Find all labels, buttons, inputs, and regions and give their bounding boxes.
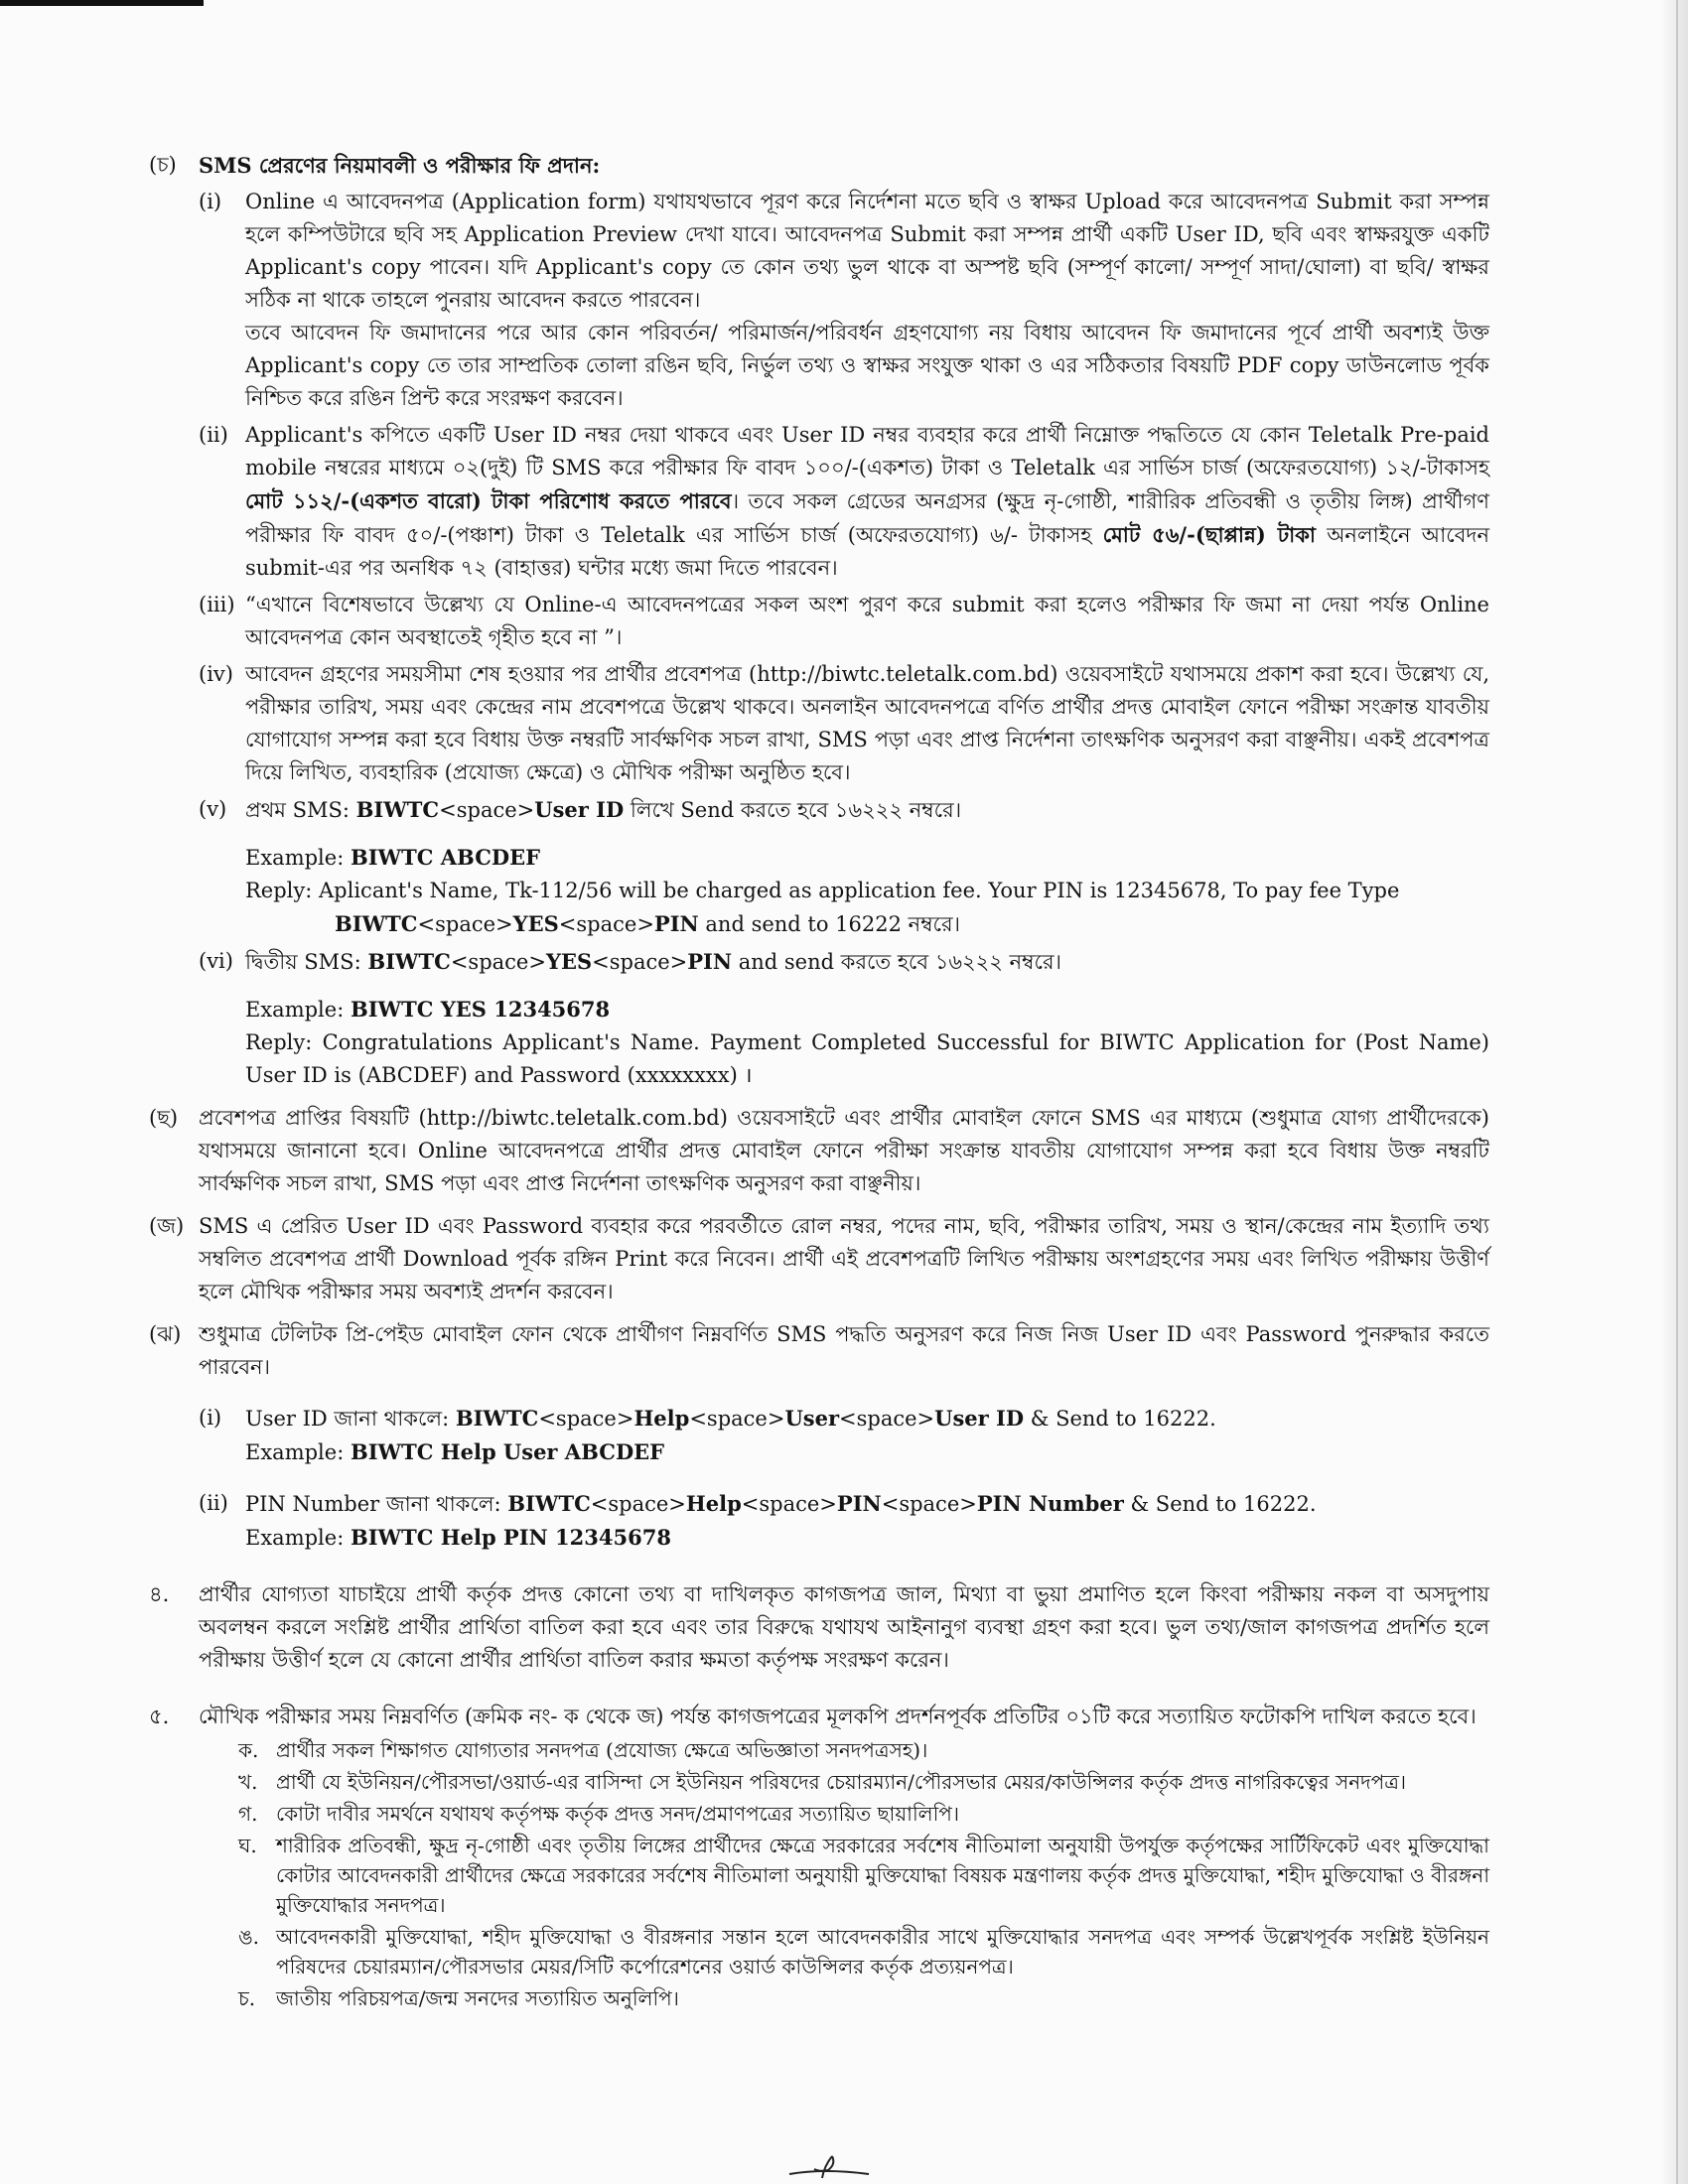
point-text: প্রার্থীর যোগ্যতা যাচাইয়ে প্রার্থী কর্তৃক প্রদত্ত কোনো তথ্য বা দাখিলকৃত কাগজপত্র জাল, মিথ্যা বা ভুয়া প্রমাণিত হলে কিংবা পরীক্ষায় নকল বা অসদুপায় অবলম্বন করলে সংশ্লিষ্ট প্রার্থীর প্রার্থিতা বাতিল করা হবে এবং তার বিরুদ্ধে যথাযথ আইনানুগ ব্যবস্থা গ্রহণ করা হবে। ভুল তথ্য/জাল কাগজপত্র প্রদর্শিত হলে পরীক্ষায় উত্তীর্ণ হলে যে কোনো প্রার্থীর প্রার্থিতা বাতিল করার ক্ষমতা কর্তৃপক্ষ সংরক্ষণ করেন। xyxy=(199,1582,1489,1672)
sms-item-vi xyxy=(199,945,1489,1092)
section-ja xyxy=(149,1210,1489,1308)
item-text-continued: তবে আবেদন ফি জমাদানের পরে আর কোন পরিবর্তন/ পরিমার্জন/পরিবর্ধন গ্রহণযোগ্য নয় বিধায় আবেদন ফি জমাদানের পূর্বে প্রার্থী অবশ্যই উক্ত Applicant's copy তে তার সাম্প্রতিক তোলা রঙিন ছবি, নির্ভুল তথ্য ও স্বাক্ষর সংযুক্ত থাকা ও এর সঠিকতার বিষয়টি PDF copy ডাউনলোড পূর্বক নিশ্চিত করে রঙিন প্রিন্ট করে সংরক্ষণ করবেন। xyxy=(245,321,1489,410)
point-text: মৌখিক পরীক্ষার সময় নিম্নবর্ণিত (ক্রমিক নং- ক থেকে জ) পর্যন্ত কাগজপত্রের মূলকপি প্রদর্শনপূর্বক প্রতিটির ০১টি করে সত্যায়িত ফটোকপি দাখিল করতে হবে। xyxy=(199,1705,1477,1728)
document-list-item: ক. প্রার্থীর সকল শিক্ষাগত যোগ্যতার সনদপত্র (প্রযোজ্য ক্ষেত্রে অভিজ্ঞাতা সনদপত্রসহ)। xyxy=(238,1738,928,1762)
section-marker: (ছ) xyxy=(149,1106,179,1130)
document-list-item: খ. প্রার্থী যে ইউনিয়ন/পৌরসভা/ওয়ার্ড-এর বাসিন্দা সে ইউনিয়ন পরিষদের চেয়ারম্যান/পৌরসভার মেয়র/কাউন্সিলর কর্তৃক প্রদত্ত নাগরিকত্বের সনদপত্র। xyxy=(238,1770,1407,1794)
section-marker: (জ) xyxy=(149,1214,185,1238)
sms-example: Example: BIWTC ABCDEF xyxy=(245,845,541,870)
item-marker: (vi) xyxy=(199,949,233,973)
section-chha xyxy=(149,1102,1489,1200)
scan-edge-line xyxy=(1676,0,1678,2184)
page-number-scribble xyxy=(784,2152,874,2184)
recovery-item-ii xyxy=(199,1487,1489,1555)
item-marker: (ii) xyxy=(199,423,228,447)
fee-total-special: মোট ৫৬/-(ছাপ্পান্ন) টাকা xyxy=(1102,522,1317,547)
document-list-item: ঘ. শারীরিক প্রতিবন্ধী, ক্ষুদ্র নৃ-গোষ্ঠী এবং তৃতীয় লিঙ্গের প্রার্থীদের ক্ষেত্রে সরকারের সর্বশেষ নীতিমালা অনুযায়ী উপর্যুক্ত কর্তৃপক্ষের সার্টিফিকেট এবং মুক্তিযোদ্ধা কোটার আবেদনকারী প্রার্থীদের ক্ষেত্রে সরকারের সর্বশেষ নীতিমালা অনুযায়ী মুক্তিযোদ্ধা বিষয়ক মন্ত্রণালয় কর্তৃক প্রদত্ত মুক্তিযোদ্ধা, শহীদ মুক্তিযোদ্ধা ও বীরঙ্গনা মুক্তিযোদ্ধার সনদপত্র। xyxy=(238,1834,1489,1917)
fee-total-general: মোট ১১২/-(একশত বারো) টাকা পরিশোধ করতে পারবে xyxy=(245,488,732,513)
sms-item-i xyxy=(199,186,1489,415)
sms-reply: Reply: Aplicant's Name, Tk-112/56 will be charged as application fee. Your PIN is 12345678, To pay fee Type xyxy=(245,879,1400,902)
sms-example: Example: BIWTC Help PIN 12345678 xyxy=(245,1525,671,1550)
point-4 xyxy=(149,1578,1489,1677)
section-text: প্রবেশপত্র প্রাপ্তির বিষয়টি (http://biwtc.teletalk.com.bd) ওয়েবসাইটে এবং প্রার্থীর মোবাইল ফোনে SMS এর মাধ্যমে (শুধুমাত্র যোগ্য প্রার্থীদেরকে) যথাসময়ে জানানো হবে। Online আবেদনপত্রে প্রার্থীর প্রদত্ত মোবাইল ফোনে পরীক্ষা সংক্রান্ত যাবতীয় যোগাযোগ সম্পন্ন করা হবে বিধায় উক্ত নম্বরটি সার্বক্ষণিক সচল রাখা, SMS পড়া এবং প্রাপ্ত নির্দেশনা তাৎক্ষণিক অনুসরণ করা বাঞ্ছনীয়। xyxy=(199,1106,1489,1195)
item-marker: (i) xyxy=(199,190,222,213)
scan-edge-shadow xyxy=(1660,0,1688,2184)
section-cha xyxy=(149,149,1489,1092)
section-text: শুধুমাত্র টেলিটক প্রি-পেইড মোবাইল ফোন থেকে প্রার্থীগণ নিম্নবর্ণিত SMS পদ্ধতি অনুসরণ করে নিজ নিজ User ID এবং Password পুনরুদ্ধার করতে পারবেন। xyxy=(199,1322,1489,1379)
document-list-item: ঙ. আবেদনকারী মুক্তিযোদ্ধা, শহীদ মুক্তিযোদ্ধা ও বীরঙ্গনার সন্তান হলে আবেদনকারীর সাথে মুক্তিযোদ্ধার সনদপত্র এবং সম্পর্ক উল্লেখপূর্বক সংশ্লিষ্ট ইউনিয়ন পরিষদের চেয়ারম্যান/পৌরসভার মেয়র/সিটি কর্পোরেশনের ওয়ার্ড কাউন্সিলর কর্তৃক প্রত্যয়নপত্র। xyxy=(238,1925,1489,1979)
section-marker: (ঝ) xyxy=(149,1322,182,1346)
item-marker: (ii) xyxy=(199,1491,228,1515)
section-text: SMS এ প্রেরিত User ID এবং Password ব্যবহার করে পরবর্তীতে রোল নম্বর, পদের নাম, ছবি, পরীক্ষার তারিখ, সময় ও স্থান/কেন্দ্রের নাম ইত্যাদি তথ্য সম্বলিত প্রবেশপত্র প্রার্থী Download পূর্বক রঙ্গিন Print করে নিবেন। প্রার্থী এই প্রবেশপত্রটি লিখিত পরীক্ষায় অংশগ্রহণের সময় এবং লিখিত পরীক্ষায় উত্তীর্ণ হলে মৌখিক পরীক্ষার সময় অবশ্যই প্রদর্শন করবেন। xyxy=(199,1214,1489,1303)
sms-reply-format: BIWTC<space>YES<space>PIN and send to 16222 নম্বরে। xyxy=(335,911,961,936)
sms-reply: Reply: Congratulations Applicant's Name. Payment Completed Successful for BIWTC Application for (Post Name) User ID is (ABCDEF) and Password (xxxxxxxx) । xyxy=(245,1030,1489,1087)
point-5 xyxy=(149,1701,1489,2013)
item-marker: (i) xyxy=(199,1406,222,1430)
item-text: আবেদন গ্রহণের সময়সীমা শেষ হওয়ার পর প্রার্থীর প্রবেশপত্র (http://biwtc.teletalk.com.bd) ওয়েবসাইটে যথাসময়ে প্রকাশ করা হবে। উল্লেখ্য যে, পরীক্ষার তারিখ, সময় এবং কেন্দ্রের নাম প্রবেশপত্রে উল্লেখ থাকবে। অনলাইন আবেদনপত্রে বর্ণিত প্রার্থীর প্রদত্ত মোবাইল ফোনে পরীক্ষা সংক্রান্ত যাবতীয় যোগাযোগ সম্পন্ন করা হবে বিধায় উক্ত নম্বরটি সার্বক্ষণিক সচল রাখা, SMS পড়া এবং প্রাপ্ত নির্দেশনা তাৎক্ষণিক অনুসরণ করা বাঞ্ছনীয়। একই প্রবেশপত্র দিয়ে লিখিত, ব্যবহারিক (প্রযোজ্য ক্ষেত্রে) ও মৌখিক পরীক্ষা অনুষ্ঠিত হবে। xyxy=(245,662,1489,784)
item-text: “এখানে বিশেষভাবে উল্লেখ্য যে Online-এ আবেদনপত্রের সকল অংশ পুরণ করে submit করা হলেও পরীক্ষার ফি জমা না দেয়া পর্যন্ত Online আবেদনপত্র কোন অবস্থাতেই গৃহীত হবে না ”। xyxy=(245,593,1489,649)
item-marker: (iv) xyxy=(199,662,233,686)
sms-item-v xyxy=(199,793,1489,941)
point-marker: ৫. xyxy=(149,1705,170,1728)
document-page xyxy=(149,149,1489,2023)
sms-format-line: প্রথম SMS: BIWTC<space>User ID লিখে Send করতে হবে ১৬২২২ নম্বরে। xyxy=(245,797,962,822)
item-text: Online এ আবেদনপত্র (Application form) যথাযথভাবে পূরণ করে নির্দেশনা মতে ছবি ও স্বাক্ষর Upload করে আবেদনপত্র Submit করা সম্পন্ন হলে কম্পিউটারে ছবি সহ Application Preview দেখা যাবে। আবেদনপত্র Submit করা সম্পন্ন প্রার্থী একটি User ID, ছবি এবং স্বাক্ষরযুক্ত একটি Applicant's copy পাবেন। যদি Applicant's copy তে কোন তথ্য ভুল থাকে বা অস্পষ্ট ছবি (সম্পূর্ণ কালো/ সম্পূর্ণ সাদা/ঘোলা) বা ছবি/ স্বাক্ষর সঠিক না থাকে তাহলে পুনরায় আবেদন করতে পারবেন। xyxy=(245,190,1489,312)
scan-corner-mark xyxy=(0,0,204,6)
point-marker: ৪. xyxy=(149,1582,170,1606)
sms-format-line: PIN Number জানা থাকলে: BIWTC<space>Help<space>PIN<space>PIN Number & Send to 16222. xyxy=(245,1491,1317,1516)
document-list-item: চ. জাতীয় পরিচয়পত্র/জন্ম সনদের সত্যায়িত অনুলিপি। xyxy=(238,1986,679,2010)
section-marker: (চ) xyxy=(149,153,177,177)
sms-item-iv xyxy=(199,658,1489,789)
item-marker: (v) xyxy=(199,797,227,821)
item-text: Applicant's কপিতে একটি User ID নম্বর দেয়া থাকবে এবং User ID নম্বর ব্যবহার করে প্রার্থী নিম্নোক্ত পদ্ধতিতে যে কোন Teletalk Pre-paid mobile নম্বরের মাধ্যমে ০২(দুই) টি SMS করে পরীক্ষার ফি বাবদ ১০০/-(একশত) টাকা ও Teletalk এর সার্ভিস চার্জ (অফেরতযোগ্য) ১২/-টাকাসহ মোট ১১২/-(একশত বারো) টাকা পরিশোধ করতে পারবে। তবে সকল গ্রেডের অনগ্রসর (ক্ষুদ্র নৃ-গোষ্ঠী, শারীরিক প্রতিবন্ধী ও তৃতীয় লিঙ্গ) প্রার্থীগণ পরীক্ষার ফি বাবদ ৫০/-(পঞ্চাশ) টাকা ও Teletalk এর সার্ভিস চার্জ (অফেরতযোগ্য) ৬/- টাকাসহ মোট ৫৬/-(ছাপ্পান্ন) টাকা অনলাইনে আবেদন submit-এর পর অনধিক ৭২ (বাহাত্তর) ঘন্টার মধ্যে জমা দিতে পারবেন। xyxy=(245,423,1490,580)
sms-item-ii xyxy=(199,419,1489,585)
sms-format-line: দ্বিতীয় SMS: BIWTC<space>YES<space>PIN and send করতে হবে ১৬২২২ নম্বরে। xyxy=(245,949,1062,974)
document-list-item: গ. কোটা দাবীর সমর্থনে যথাযথ কর্তৃপক্ষ কর্তৃক প্রদত্ত সনদ/প্রমাণপত্রের সত্যায়িত ছায়ালিপি। xyxy=(238,1802,960,1826)
section-jha xyxy=(149,1318,1489,1555)
sms-example: Example: BIWTC YES 12345678 xyxy=(245,997,611,1022)
recovery-item-i xyxy=(199,1402,1489,1469)
section-title: SMS প্রেরণের নিয়মাবলী ও পরীক্ষার ফি প্রদান: xyxy=(199,153,601,178)
sms-item-iii xyxy=(199,589,1489,654)
sms-format-line: User ID জানা থাকলে: BIWTC<space>Help<space>User<space>User ID & Send to 16222. xyxy=(245,1406,1216,1431)
item-marker: (iii) xyxy=(199,593,235,616)
sms-example: Example: BIWTC Help User ABCDEF xyxy=(245,1439,665,1464)
